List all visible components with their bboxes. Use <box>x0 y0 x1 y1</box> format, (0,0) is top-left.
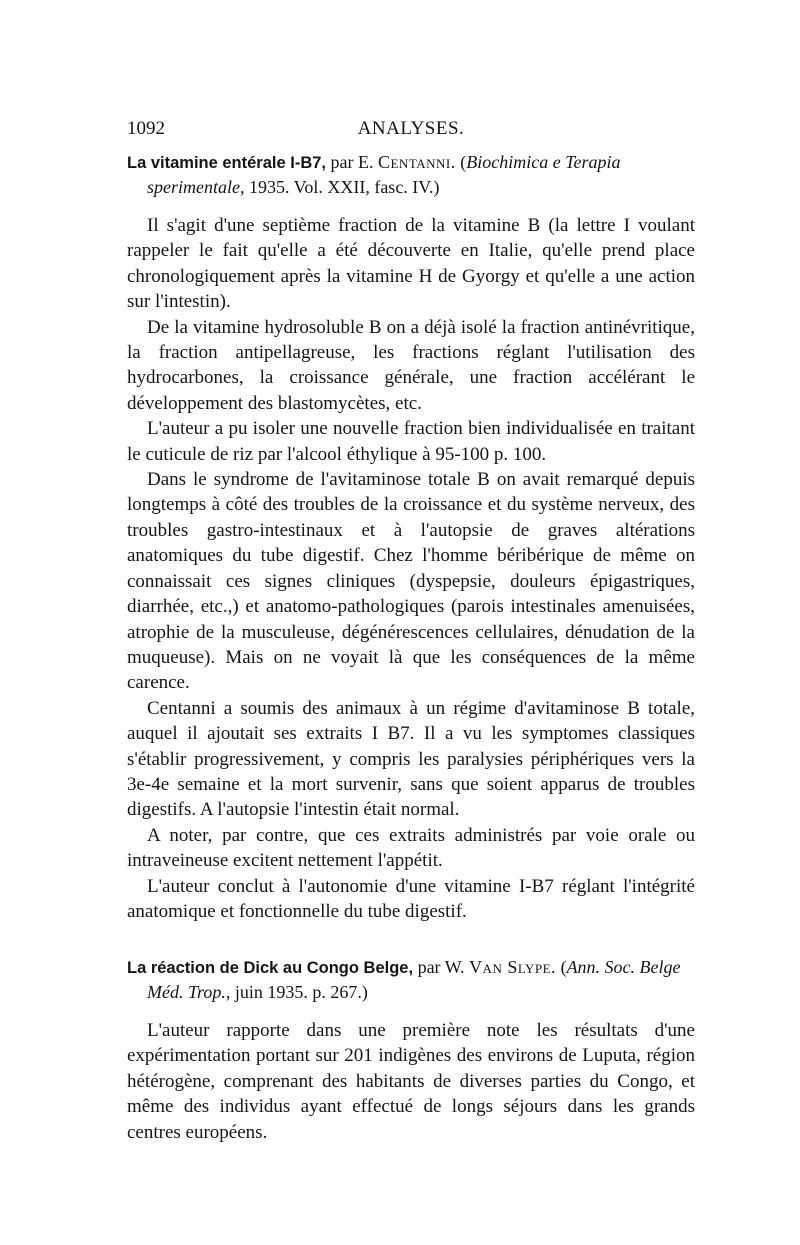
article-vitamine <box>127 150 695 924</box>
running-title: ANALYSES. <box>357 118 465 139</box>
article-title: La vitamine entérale I-B7, <box>127 154 326 172</box>
article-source: , juin 1935. p. 267.) <box>225 982 368 1002</box>
article-author: Centanni. <box>377 152 456 172</box>
paragraph: Il s'agit d'une septième fraction de la vitamine B (la lettre I voulant rappeler le fait qu'elle a été découverte en Italie, qu'elle prend place chronologiquement après la vitamine H de Gyorgy et qu'elle a une action sur l'intestin). <box>127 215 695 313</box>
article-heading <box>127 150 695 199</box>
page-number: 1092 <box>127 118 165 139</box>
article-by: par W. <box>413 957 470 977</box>
paragraph: De la vitamine hydrosoluble B on a déjà isolé la fraction antinévritique, la fraction antipellagreuse, les fractions réglant l'utilisation des hydrocarbones, la croissance générale, une fraction accélérant le développement des blastomycètes, etc. <box>127 316 695 414</box>
paragraph: A noter, par contre, que ces extraits administrés par voie orale ou intraveineuse excitent nettement l'appétit. <box>127 824 695 872</box>
article-source-open: ( <box>556 957 567 977</box>
article-source: , 1935. Vol. XXII, fasc. IV.) <box>239 177 440 197</box>
article-heading <box>127 955 695 1004</box>
article-source-open: ( <box>455 152 467 172</box>
article-body <box>127 1018 695 1145</box>
running-header <box>127 118 695 142</box>
paragraph: L'auteur rapporte dans une première note les résultats d'une expérimentation portant sur 201 indigènes des environs de Luputa, région hétérogène, comprenant des habitants de diverses parties du Congo, et même des individus ayant effectué de longs séjours dans les grands centres européens. <box>127 1020 695 1143</box>
article-reaction-dick <box>127 955 695 1145</box>
paragraph: L'auteur conclut à l'autonomie d'une vitamine I-B7 réglant l'intégrité anatomique et fonctionnelle du tube digestif. <box>127 875 695 922</box>
paragraph: Dans le syndrome de l'avitaminose totale B on avait remarqué depuis longtemps à côté des troubles de la croissance et du système nerveux, des troubles gastro-intestinaux et à l'autopsie de graves altérations anatomiques du tube digestif. Chez l'homme béribérique de même on connaissait ces signes cliniques (dyspepsie, douleurs épigastriques, diarrhée, etc.,) et anatomo-pathologiques (parois intestinales amenuisées, atrophie de la musculeuse, dégénérescences cellulaires, dénudation de la muqueuse). Mais on ne voyait là que les conséquences de la même carence. <box>127 469 695 694</box>
article-journal: Biochimica e Terapia sperimentale <box>147 152 621 197</box>
article-by: par E. <box>326 152 378 172</box>
article-body <box>127 213 695 924</box>
article-author: Van Slype. <box>469 957 557 977</box>
article-journal: Ann. Soc. Belge Méd. Trop. <box>147 957 681 1002</box>
article-title: La réaction de Dick au Congo Belge, <box>127 959 414 977</box>
paragraph: Centanni a soumis des animaux à un régime d'avitaminose B totale, auquel il ajoutait ses extraits I B7. Il a vu les symptomes classiques s'établir progressivement, y compris les paralysies périphériques vers la 3e-4e semaine et la mort survenir, sans que soient apparus de troubles digestifs. A l'autopsie l'intestin était normal. <box>127 697 695 821</box>
paragraph: L'auteur a pu isoler une nouvelle fraction bien individualisée en traitant le cuticule de riz par l'alcool éthylique à 95-100 p. 100. <box>127 418 695 465</box>
